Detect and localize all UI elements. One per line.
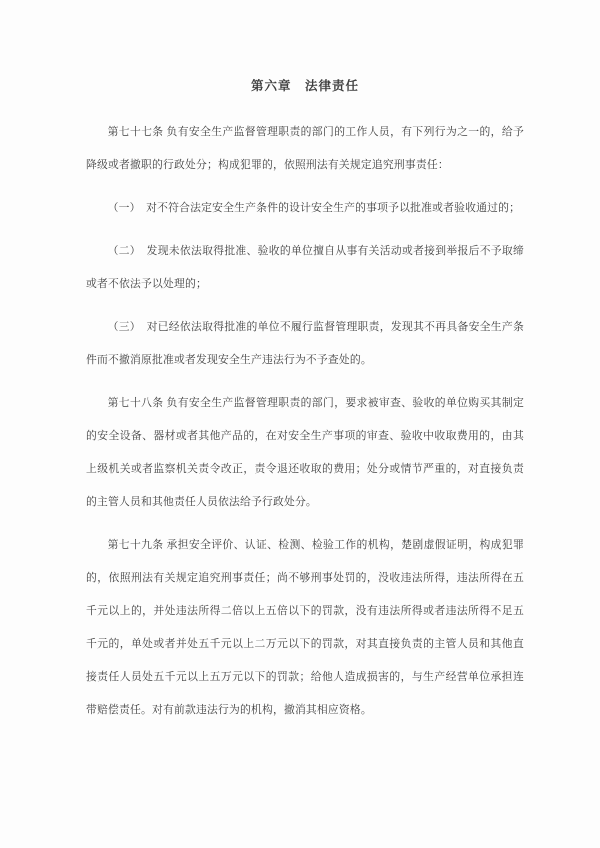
chapter-title: 第六章 法律责任	[250, 79, 359, 93]
article-79-paragraph: 第七十九条 承担安全评价、认证、检测、检验工作的机构，楚剧虚假证明，构成犯罪的，依照刑法有关规定追究刑事责任；尚不够刑事处罚的，没收违法所得，违法所得在五千元以上的，并处违法所得二倍以上五倍以下的罚款，没有违法所得或者违法所得不足五千元的，单处或者并处五千元以上二万元以下的罚款，对其直接负责的主管人员和其他直接责任人员处五千元以上五万元以下的罚款；给他人造成损害的，与生产经营单位承担连带赔偿责任。对有前款违法行为的机构，撤消其相应资格。	[86, 539, 524, 716]
article-78-paragraph: 第七十八条 负有安全生产监督管理职责的部门，要求被审查、验收的单位购买其制定的安全设备、器材或者其他产品的，在对安全生产事项的审查、验收中收取费用的，由其上级机关或者监察机关责令改正，责令退还收取的费用；处分或情节严重的，对直接负责的主管人员和其他责任人员依法给予行政处分。	[86, 397, 524, 508]
article-77-item-2: （二） 发现未依法取得批准、验收的单位擅自从事有关活动或者接到举报后不予取缔或者不依法予以处理的；	[86, 245, 524, 290]
article-77-item-3: （三） 对已经依法取得批准的单位不履行监督管理职责，发现其不再具备安全生产条件而不撤消原批准或者发现安全生产违法行为不予查处的。	[86, 321, 524, 366]
article-77-paragraph: 第七十七条 负有安全生产监督管理职责的部门的工作人员，有下列行为之一的，给予降级或者撤职的行政处分；构成犯罪的，依照刑法有关规定追究刑事责任：	[86, 126, 524, 171]
article-77-item-1: （一） 对不符合法定安全生产条件的设计安全生产的事项予以批准或者验收通过的；	[107, 202, 521, 214]
